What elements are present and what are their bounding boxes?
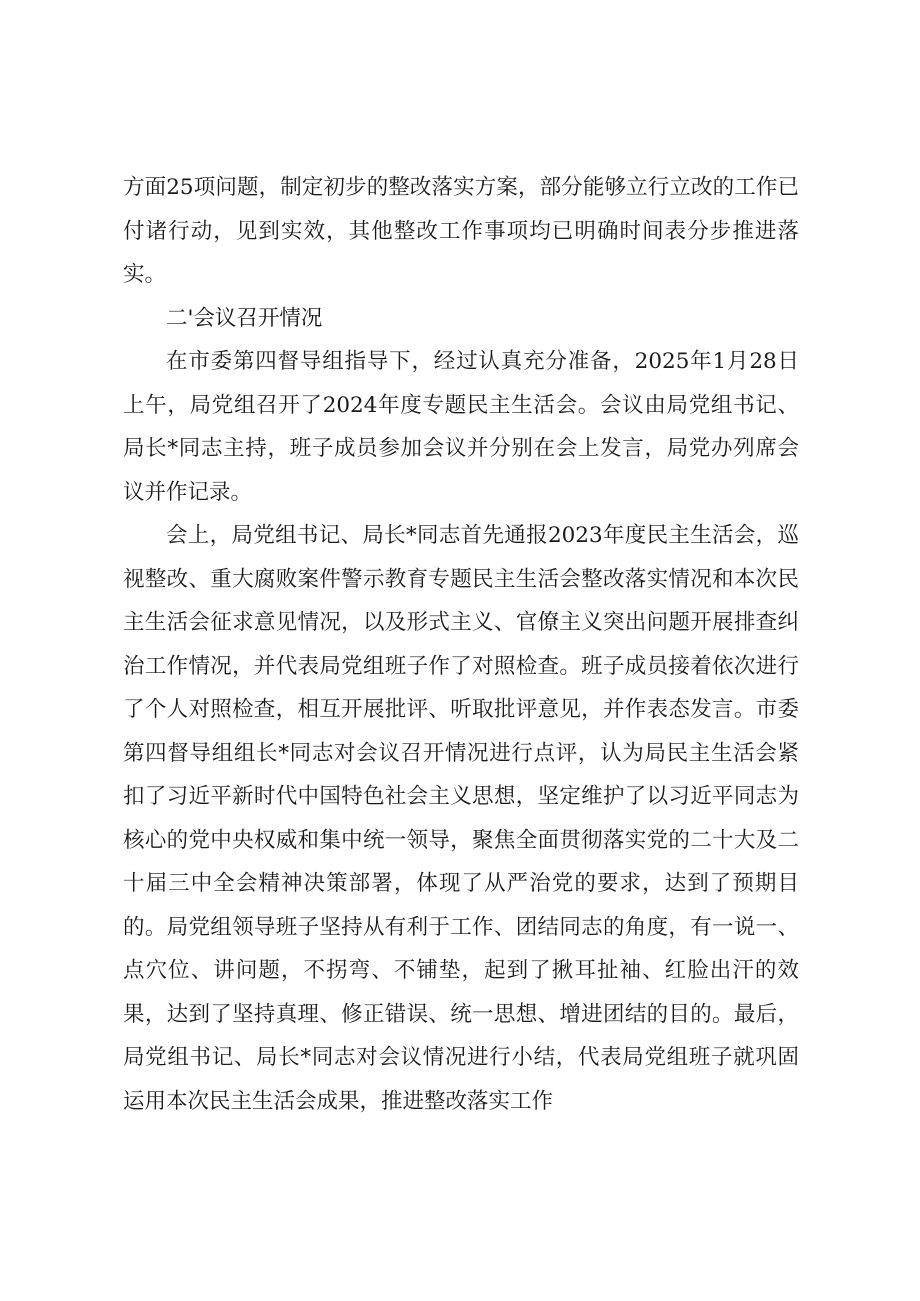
document-body (123, 166, 799, 1123)
paragraph-proceedings: 会上，局党组书记、局长*同志首先通报2023年度民主生活会，巡视整改、重大腐败案件警示教育专题民主生活会整改落实情况和本次民主生活会征求意见情况，以及形式主义、官僚主义突出问题开展排查纠治工作情况，并代表局党组班子作了对照检查。班子成员接着依次进行了个人对照检查，相互开展批评、听取批评意见，并作表态发言。市委第四督导组组长*同志对会议召开情况进行点评，认为局民主生活会紧扣了习近平新时代中国特色社会主义思想，坚定维护了以习近平同志为核心的党中央权威和集中统一领导，聚焦全面贯彻落实党的二十大及二十届三中全会精神决策部署，体现了从严治党的要求，达到了预期目的。局党组领导班子坚持从有利于工作、团结同志的角度，有一说一、点穴位、讲问题，不拐弯、不铺垫，起到了揪耳扯袖、红脸出汗的效果，达到了坚持真理、修正错误、统一思想、增进团结的目的。最后，局党组书记、局长*同志对会议情况进行小结，代表局党组班子就巩固运用本次民主生活会成果，推进整改落实工作 (123, 523, 799, 1114)
paragraph-meeting: 在市委第四督导组指导下，经过认真充分准备，2025年1月28日上午，局党组召开了2024年度专题民主生活会。会议由局党组书记、局长*同志主持，班子成员参加会议并分别在会上发言，局党办列席会议并作记录。 (123, 349, 799, 505)
paragraph-continued: 方面25项问题，制定初步的整改落实方案，部分能够立行立改的工作已付诸行动，见到实效，其他整改工作事项均已明确时间表分步推进落实。 (123, 175, 799, 287)
section-heading: 二'会议召开情况 (166, 305, 323, 331)
